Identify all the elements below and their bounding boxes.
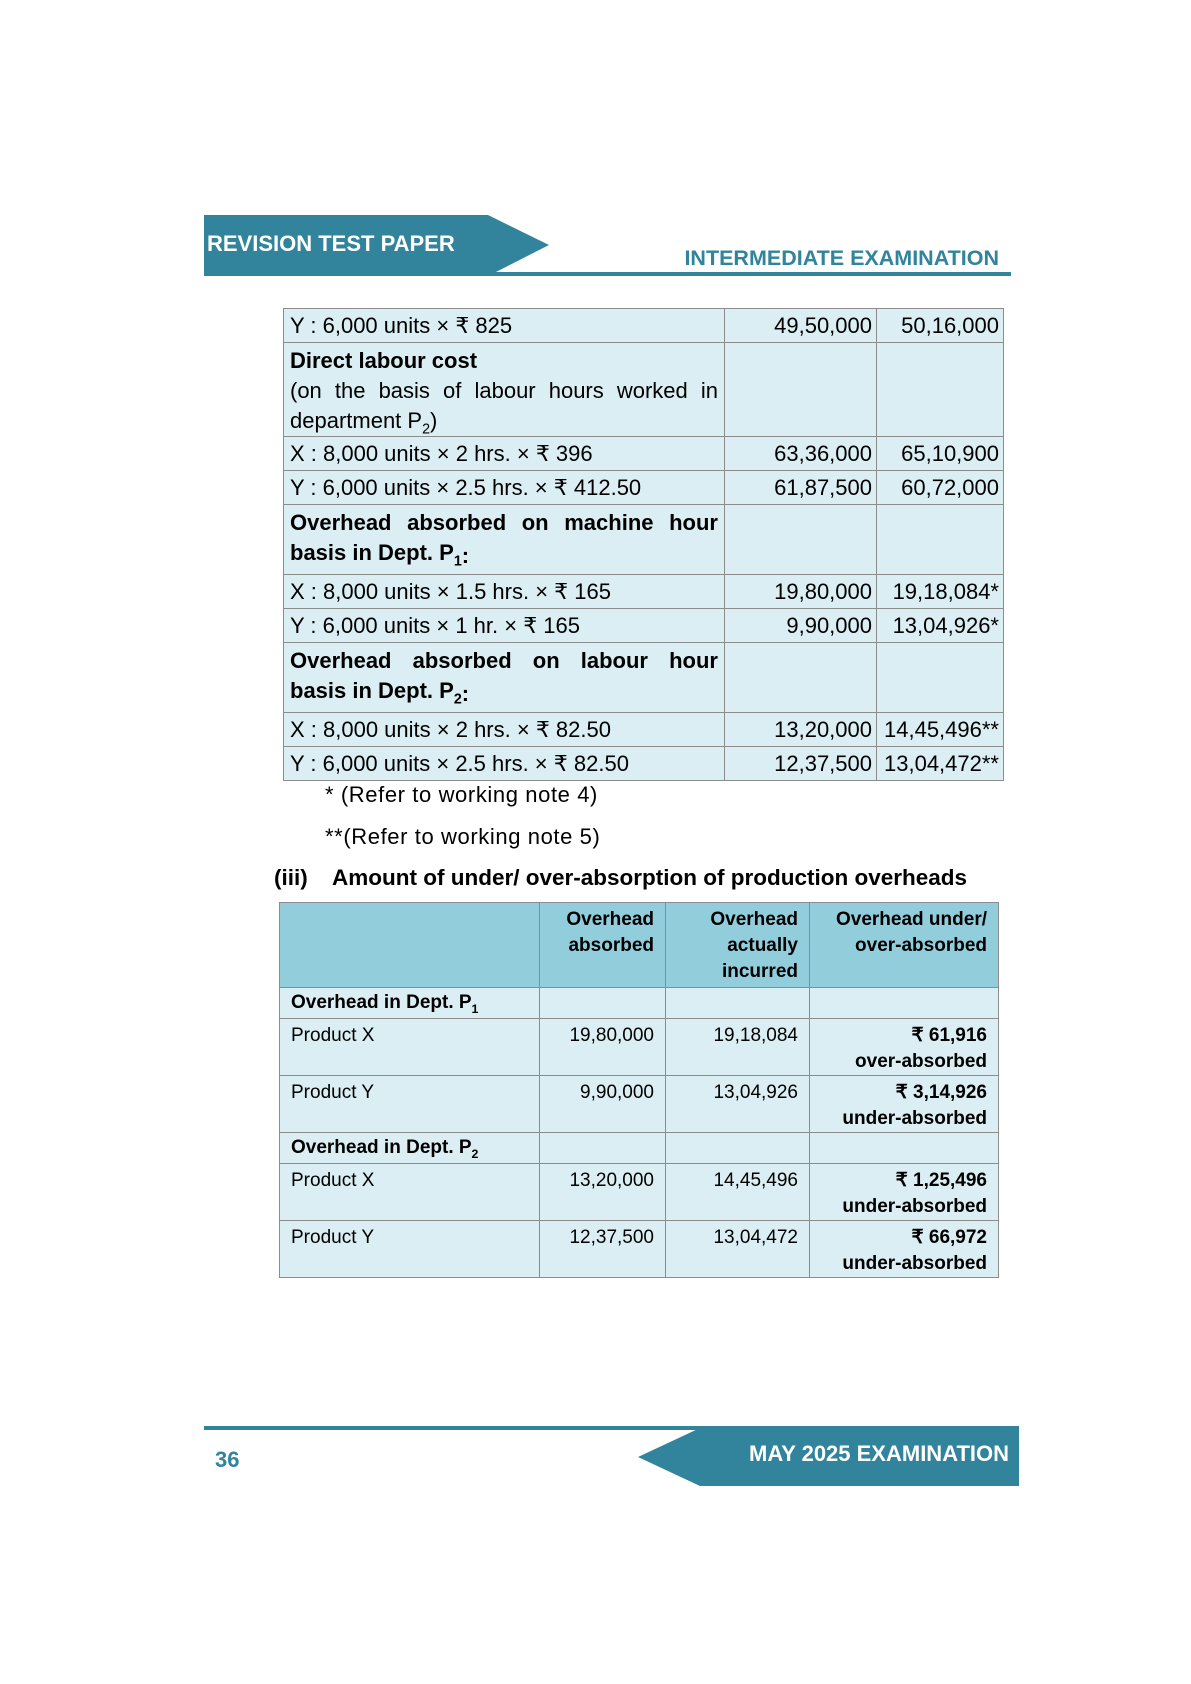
difference-status: under-absorbed [842, 1196, 987, 1217]
product-name: Product X [280, 1019, 540, 1076]
row-label: Y : 6,000 units × ₹ 825 [284, 309, 725, 343]
machine-hour-heading-line [290, 538, 718, 568]
value-cell: 61,87,500 [725, 471, 877, 505]
section-title: Amount of under/ over-absorption of production overheads [332, 865, 968, 890]
product-name: Product Y [280, 1076, 540, 1133]
empty-cell [725, 343, 877, 437]
heading-note-line [290, 406, 718, 436]
table-row-heading [284, 343, 1004, 437]
subscript: 1 [453, 553, 462, 570]
table-row [280, 1019, 999, 1076]
table-row [284, 609, 1004, 643]
absorbed-value: 13,20,000 [540, 1164, 666, 1221]
value-cell: 13,04,926* [877, 609, 1004, 643]
group-label [280, 988, 540, 1019]
page-number: 36 [215, 1447, 240, 1472]
header-empty-cell [280, 903, 540, 988]
group-label-text: Overhead in Dept. P [291, 992, 472, 1013]
absorbed-value: 12,37,500 [540, 1221, 666, 1278]
incurred-value: 14,45,496 [666, 1164, 810, 1221]
heading-note-line: (on the basis of labour hours worked in [290, 378, 718, 403]
difference-amount: ₹ 3,14,926 [895, 1082, 987, 1103]
heading-cell [284, 343, 725, 437]
absorbed-value: 19,80,000 [540, 1019, 666, 1076]
header-overhead-incurred: Overhead actually incurred [666, 903, 810, 988]
incurred-value: 19,18,084 [666, 1019, 810, 1076]
table-row [284, 309, 1004, 343]
empty-cell [877, 505, 1004, 575]
value-cell: 14,45,496** [877, 713, 1004, 747]
group-row [280, 988, 999, 1019]
heading-text: basis in Dept. P [290, 678, 454, 703]
group-label-text: Overhead in Dept. P [291, 1137, 472, 1158]
heading-end: : [461, 543, 470, 568]
table-row [284, 437, 1004, 471]
table-header-row [280, 903, 999, 988]
table-row [280, 1164, 999, 1221]
difference-status: over-absorbed [855, 1051, 987, 1072]
empty-cell [666, 988, 810, 1019]
table-row [284, 747, 1004, 781]
group-row [280, 1133, 999, 1164]
direct-labour-heading: Direct labour cost [290, 348, 478, 373]
table-row-heading [284, 505, 1004, 575]
incurred-value: 13,04,472 [666, 1221, 810, 1278]
row-label: X : 8,000 units × 2 hrs. × ₹ 396 [284, 437, 725, 471]
value-cell: 49,50,000 [725, 309, 877, 343]
difference-cell [810, 1019, 999, 1076]
absorbed-value: 9,90,000 [540, 1076, 666, 1133]
value-cell: 13,20,000 [725, 713, 877, 747]
value-cell: 60,72,000 [877, 471, 1004, 505]
machine-hour-heading: Overhead absorbed on machine hour [290, 510, 718, 535]
row-label: Y : 6,000 units × 1 hr. × ₹ 165 [284, 609, 725, 643]
empty-cell [725, 643, 877, 713]
header-banner-title: REVISION TEST PAPER [207, 231, 455, 256]
table-row [284, 713, 1004, 747]
value-cell: 9,90,000 [725, 609, 877, 643]
incurred-value: 13,04,926 [666, 1076, 810, 1133]
footer-exam-title: MAY 2025 EXAMINATION [749, 1441, 1010, 1466]
table-row-heading [284, 643, 1004, 713]
value-cell: 50,16,000 [877, 309, 1004, 343]
row-label: Y : 6,000 units × 2.5 hrs. × ₹ 412.50 [284, 471, 725, 505]
value-cell: 13,04,472** [877, 747, 1004, 781]
product-name: Product X [280, 1164, 540, 1221]
table-row [280, 1076, 999, 1133]
empty-cell [540, 1133, 666, 1164]
difference-cell [810, 1221, 999, 1278]
difference-amount: ₹ 1,25,496 [895, 1170, 987, 1191]
table-row [284, 575, 1004, 609]
empty-cell [666, 1133, 810, 1164]
value-cell: 65,10,900 [877, 437, 1004, 471]
section-number: (iii) [274, 865, 308, 890]
heading-note-text: department P [290, 408, 423, 433]
subscript: 1 [471, 1001, 479, 1016]
empty-cell [725, 505, 877, 575]
empty-cell [877, 643, 1004, 713]
table-row [284, 471, 1004, 505]
row-label: X : 8,000 units × 1.5 hrs. × ₹ 165 [284, 575, 725, 609]
difference-cell [810, 1076, 999, 1133]
header-overhead-absorbed: Overhead absorbed [540, 903, 666, 988]
subscript: 2 [422, 421, 431, 438]
heading-end: : [461, 681, 470, 706]
subscript: 2 [453, 691, 462, 708]
empty-cell [810, 1133, 999, 1164]
working-note-reference: * (Refer to working note 4) [325, 782, 598, 807]
difference-amount: ₹ 61,916 [911, 1025, 987, 1046]
subscript: 2 [471, 1146, 479, 1161]
heading-note-end: ) [430, 408, 438, 433]
difference-status: under-absorbed [842, 1253, 987, 1274]
empty-cell [810, 988, 999, 1019]
value-cell: 19,80,000 [725, 575, 877, 609]
row-label: X : 8,000 units × 2 hrs. × ₹ 82.50 [284, 713, 725, 747]
header-exam-title: INTERMEDIATE EXAMINATION [684, 246, 999, 270]
product-name: Product Y [280, 1221, 540, 1278]
heading-text: basis in Dept. P [290, 540, 454, 565]
under-over-absorption-table [279, 902, 999, 1278]
value-cell: 63,36,000 [725, 437, 877, 471]
difference-status: under-absorbed [842, 1108, 987, 1129]
table-row [280, 1221, 999, 1278]
difference-cell [810, 1164, 999, 1221]
group-label [280, 1133, 540, 1164]
difference-amount: ₹ 66,972 [911, 1227, 987, 1248]
heading-cell [284, 505, 725, 575]
overhead-absorption-table [283, 308, 1004, 781]
value-cell: 12,37,500 [725, 747, 877, 781]
header-overhead-difference: Overhead under/ over-absorbed [810, 903, 999, 988]
working-note-reference: **(Refer to working note 5) [325, 824, 601, 849]
empty-cell [877, 343, 1004, 437]
row-label: Y : 6,000 units × 2.5 hrs. × ₹ 82.50 [284, 747, 725, 781]
labour-hour-heading: Overhead absorbed on labour hour [290, 648, 718, 673]
value-cell: 19,18,084* [877, 575, 1004, 609]
empty-cell [540, 988, 666, 1019]
heading-cell [284, 643, 725, 713]
labour-hour-heading-line [290, 676, 718, 706]
